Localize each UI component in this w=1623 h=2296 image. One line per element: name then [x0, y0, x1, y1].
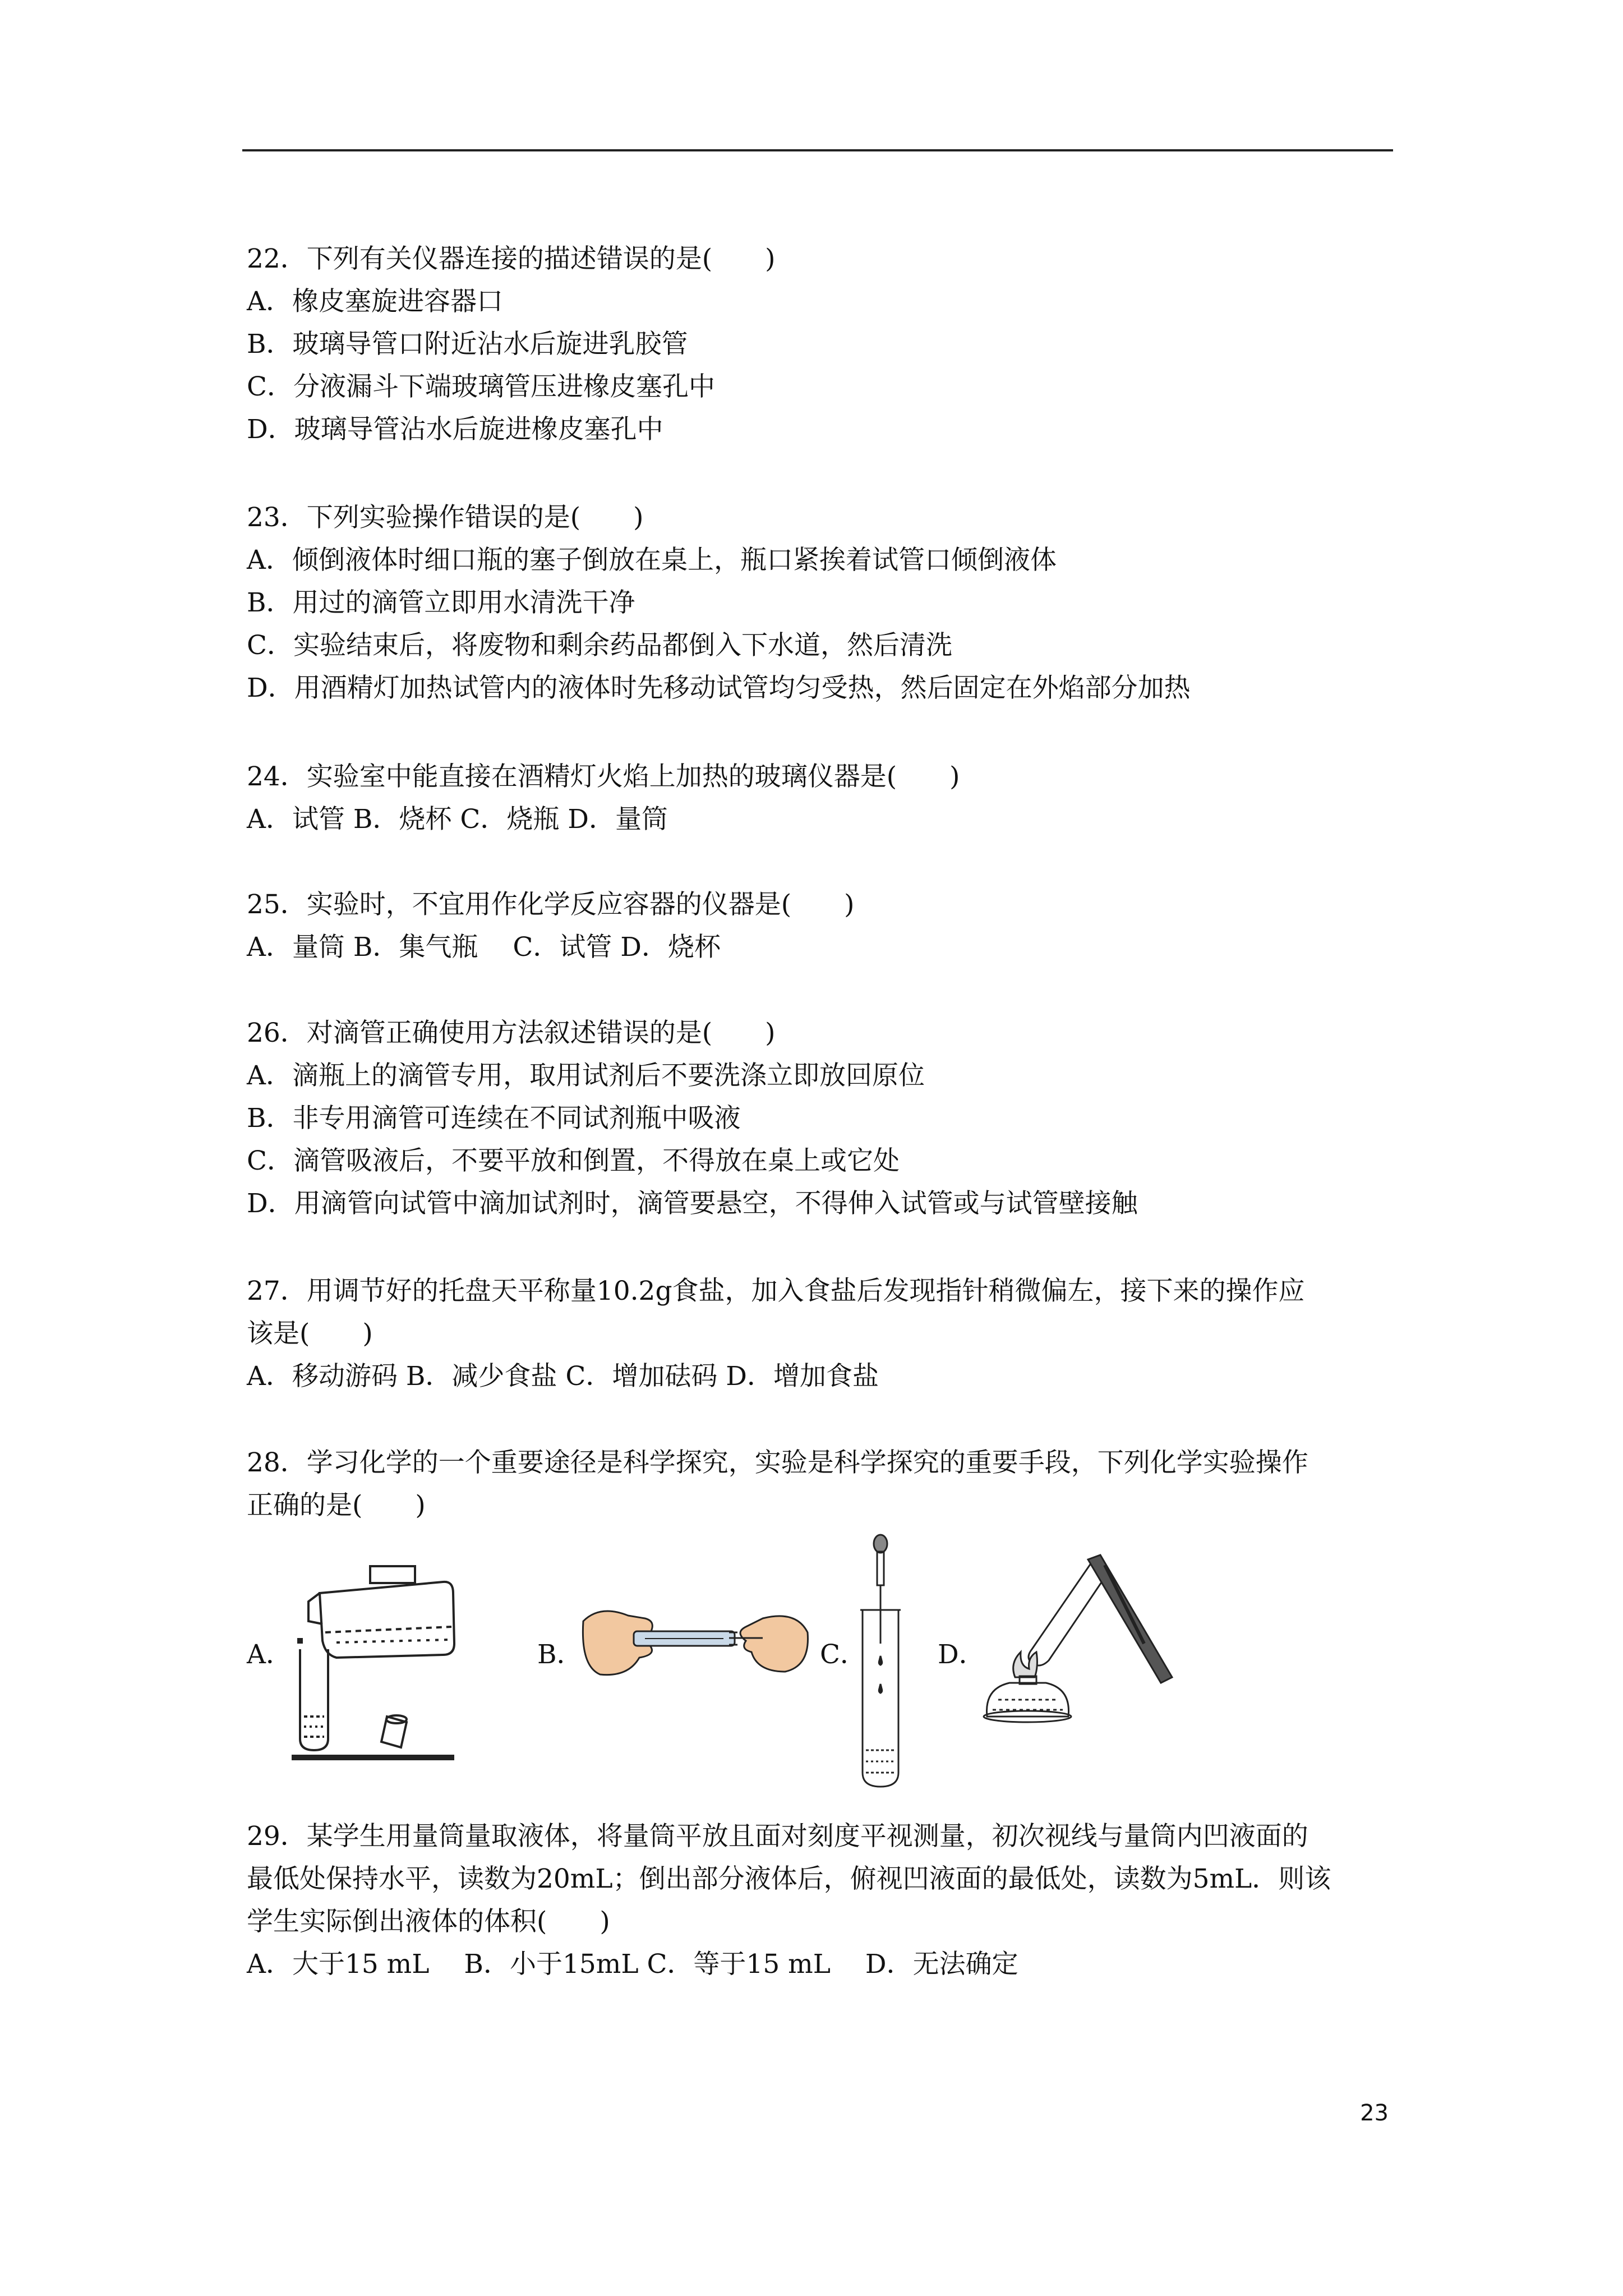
header-rule	[242, 149, 1393, 151]
question-stem: 23．下列实验操作错误的是( )	[247, 502, 644, 533]
page-number: 23	[1360, 2100, 1389, 2126]
option-d: D．用酒精灯加热试管内的液体时先移动试管均匀受热，然后固定在外焰部分加热	[247, 673, 1191, 703]
figure-label-d: D．	[938, 1639, 985, 1670]
question-stem-cont: 学生实际倒出液体的体积( )	[247, 1906, 610, 1937]
question-stem: 25．实验时，不宜用作化学反应容器的仪器是( )	[247, 889, 855, 920]
figure-label-a: A．	[247, 1639, 292, 1670]
option-a: A．倾倒液体时细口瓶的塞子倒放在桌上，瓶口紧挨着试管口倾倒液体	[247, 545, 1057, 576]
question-stem-cont: 最低处保持水平，读数为20mL；倒出部分液体后，俯视凹液面的最低处，读数为5mL．则该	[247, 1864, 1331, 1894]
option-c: C．分液漏斗下端玻璃管压进橡皮塞孔中	[247, 371, 715, 402]
option-d: D．用滴管向试管中滴加试剂时，滴管要悬空，不得伸入试管或与试管壁接触	[247, 1188, 1138, 1219]
options-line: A．移动游码 B．减少食盐 C．增加砝码 D．增加食盐	[247, 1361, 879, 1392]
question-stem: 28．学习化学的一个重要途径是科学探究，实验是科学探究的重要手段，下列化学实验操作	[247, 1447, 1308, 1478]
inserting-tube-icon	[578, 1599, 813, 1694]
option-b: B．非专用滴管可连续在不同试剂瓶中吸液	[247, 1103, 741, 1134]
option-a: A．橡皮塞旋进容器口	[247, 286, 503, 317]
option-b: B．用过的滴管立即用水清洗干净	[247, 587, 635, 618]
question-stem: 27．用调节好的托盘天平称量10.2g食盐，加入食盐后发现指针稍微偏左，接下来的操作应	[247, 1276, 1305, 1306]
question-stem: 22．下列有关仪器连接的描述错误的是( )	[247, 243, 776, 274]
question-stem: 29．某学生用量筒量取液体，将量筒平放且面对刻度平视测量，初次视线与量筒内凹液面的	[247, 1821, 1308, 1852]
options-line: A．试管 B．烧杯 C．烧瓶 D．量筒	[247, 804, 668, 835]
option-c: C．滴管吸液后，不要平放和倒置，不得放在桌上或它处	[247, 1145, 900, 1176]
option-b: B．玻璃导管口附近沾水后旋进乳胶管	[247, 329, 688, 360]
option-d: D．玻璃导管沾水后旋进橡皮塞孔中	[247, 414, 663, 445]
question-stem-cont: 该是( )	[247, 1318, 373, 1349]
figure-label-b: B．	[537, 1639, 583, 1670]
heating-tube-icon	[976, 1548, 1189, 1728]
question-stem-cont: 正确的是( )	[247, 1490, 426, 1521]
figure-label-c: C．	[820, 1639, 866, 1670]
question-stem: 26．对滴管正确使用方法叙述错误的是( )	[247, 1018, 776, 1048]
dropper-icon	[858, 1531, 903, 1789]
question-stem: 24．实验室中能直接在酒精灯火焰上加热的玻璃仪器是( )	[247, 761, 960, 792]
pouring-liquid-icon	[292, 1548, 460, 1767]
options-line: A．大于15 mL B．小于15mL C．等于15 mL D．无法确定	[247, 1949, 1018, 1980]
option-c: C．实验结束后，将废物和剩余药品都倒入下水道，然后清洗	[247, 630, 952, 661]
option-a: A．滴瓶上的滴管专用，取用试剂后不要洗涤立即放回原位	[247, 1060, 925, 1091]
options-line: A．量筒 B．集气瓶 C．试管 D．烧杯	[247, 932, 721, 963]
